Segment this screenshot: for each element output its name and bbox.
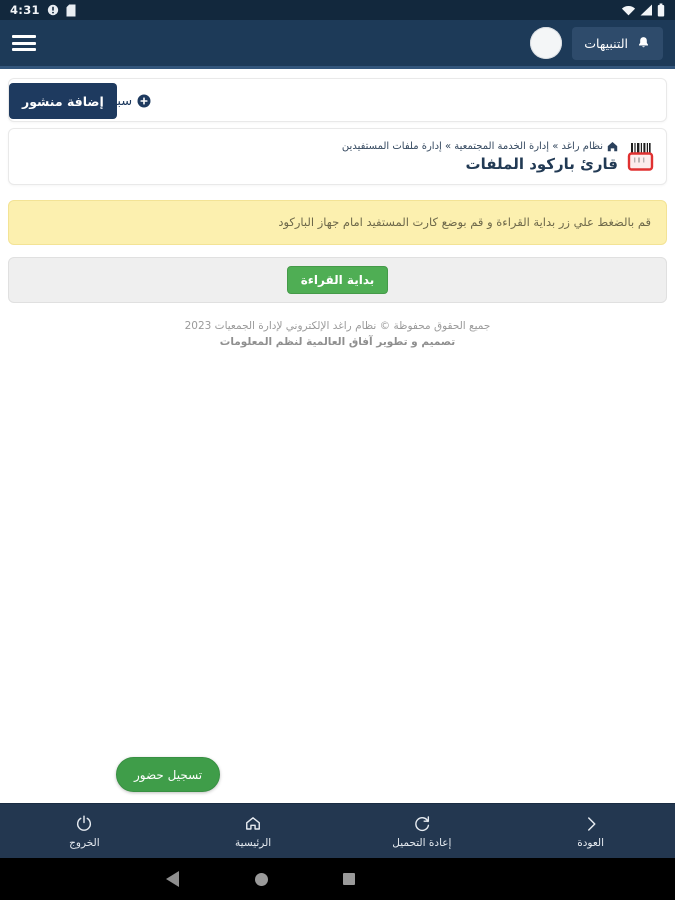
status-bar bbox=[0, 0, 675, 20]
reload-icon bbox=[412, 814, 432, 834]
page-header-card bbox=[8, 128, 667, 185]
sd-card-icon bbox=[66, 4, 76, 17]
app-bar bbox=[0, 20, 675, 69]
marquee-text: سبحا bbox=[105, 93, 133, 109]
add-post-button[interactable]: إضافة منشور bbox=[9, 83, 117, 119]
battery-icon bbox=[657, 3, 665, 17]
nav-label-back: العودة bbox=[577, 836, 605, 849]
nav-label-home: الرئيسية bbox=[235, 836, 272, 849]
nav-item-home[interactable] bbox=[169, 804, 338, 858]
menu-hamburger-icon[interactable] bbox=[12, 32, 36, 55]
plus-circle-icon bbox=[137, 94, 151, 108]
footer bbox=[0, 320, 675, 348]
start-reading-button[interactable]: بداية القراءة bbox=[287, 266, 389, 294]
android-home-button[interactable] bbox=[241, 858, 281, 900]
nav-item-logout[interactable] bbox=[0, 804, 169, 858]
home-icon bbox=[607, 141, 618, 152]
marquee-ticker bbox=[105, 79, 151, 122]
status-time: 4:31 bbox=[10, 3, 40, 17]
power-icon bbox=[74, 814, 94, 834]
warning-alert: قم بالضغط علي زر بداية القراءة و قم بوضع كارت المستفيد امام جهاز الباركود bbox=[8, 200, 667, 245]
bell-icon bbox=[636, 35, 651, 51]
start-reading-box bbox=[8, 257, 667, 303]
android-back-button[interactable] bbox=[152, 858, 192, 900]
notifications-label: التنبيهات bbox=[584, 35, 628, 51]
bottom-nav bbox=[0, 803, 675, 858]
barcode-scanner-icon bbox=[627, 141, 654, 172]
breadcrumb-text: نظام راغد » إدارة الخدمة المجتمعية » إدارة ملفات المستفيدين bbox=[341, 140, 603, 152]
register-attendance-button[interactable]: تسجيل حضور bbox=[116, 757, 220, 792]
notification-dot-icon bbox=[47, 4, 59, 16]
notifications-button[interactable] bbox=[572, 27, 663, 60]
main-content bbox=[0, 72, 675, 348]
nav-label-logout: الخروج bbox=[69, 836, 100, 849]
avatar[interactable] bbox=[530, 27, 562, 59]
breadcrumb[interactable] bbox=[342, 141, 618, 152]
chevron-right-icon bbox=[581, 814, 601, 834]
wifi-icon bbox=[621, 4, 636, 16]
android-nav-bar bbox=[0, 858, 675, 900]
copyright-text: جميع الحقوق محفوظة © نظام راغد الإلكتروني لإدارة الجمعيات 2023 bbox=[184, 320, 491, 333]
home-nav-icon bbox=[243, 814, 263, 834]
marquee-bar bbox=[8, 78, 667, 122]
developer-credit-text: تصميم و تطوير آفاق العالمية لنظم المعلومات bbox=[219, 336, 456, 349]
nav-item-reload[interactable] bbox=[338, 804, 507, 858]
android-recents-button[interactable] bbox=[329, 858, 369, 900]
page-title: قارئ باركود الملفات bbox=[465, 154, 618, 173]
cell-signal-icon bbox=[640, 4, 653, 16]
nav-label-reload: إعادة التحميل bbox=[392, 836, 452, 849]
nav-item-back[interactable] bbox=[506, 804, 675, 858]
